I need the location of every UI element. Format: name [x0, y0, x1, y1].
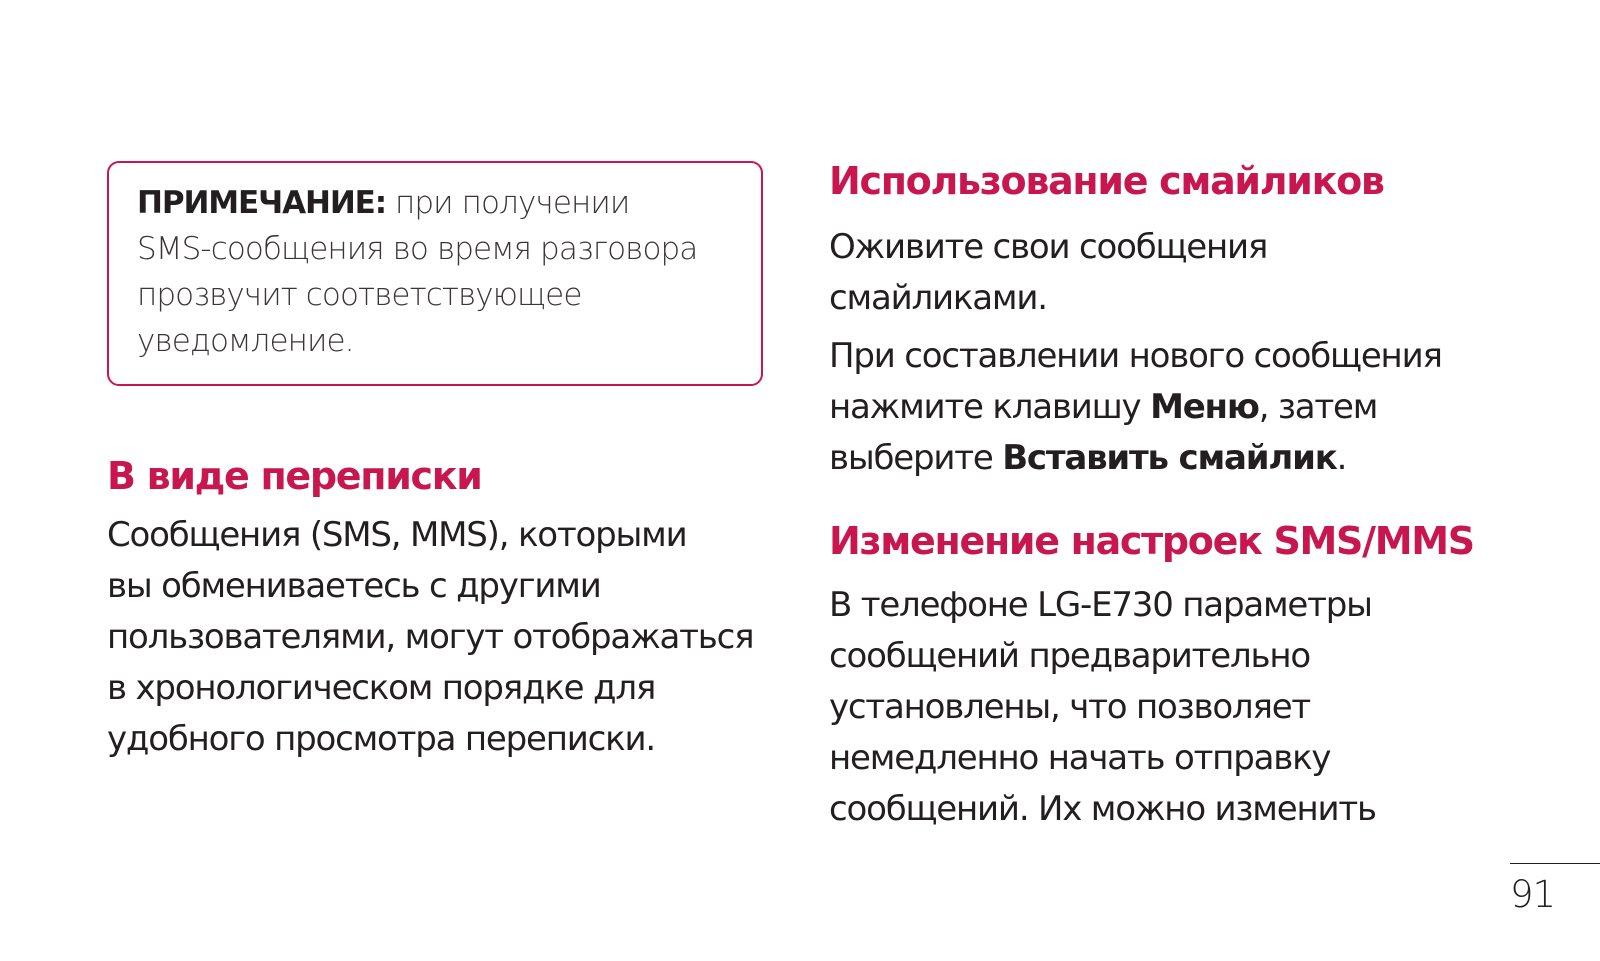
note-line-3: прозвучит соответствующее	[137, 277, 582, 313]
conversation-line-5: удобного просмотра переписки.	[107, 719, 655, 759]
smileys-intro-paragraph	[829, 222, 1469, 324]
smileys-heading: Использование смайликов	[829, 159, 1384, 203]
settings-line-4: немедленно начать отправку	[829, 738, 1331, 778]
insert-smiley-label: Вставить смайлик	[1002, 438, 1337, 478]
conversation-view-heading: В виде переписки	[107, 454, 482, 498]
note-line-2: SMS-сообщения во время разговора	[137, 231, 698, 267]
smileys-intro-line-1: Оживите свои сообщения	[829, 227, 1268, 267]
sms-mms-settings-paragraph	[829, 580, 1469, 835]
settings-line-2: сообщений предварительно	[829, 636, 1310, 676]
note-line-1: при получении	[386, 185, 630, 221]
smileys-step-line-1: При составлении нового сообщения	[829, 336, 1442, 376]
conversation-line-4: в хронологическом порядке для	[107, 668, 656, 708]
smileys-step-text-c: выберите	[829, 438, 1003, 478]
settings-line-5: сообщений. Их можно изменить	[829, 789, 1376, 829]
footer-divider	[1510, 863, 1600, 864]
conversation-line-3: пользователями, могут отображаться	[107, 617, 754, 657]
note-text	[137, 180, 741, 364]
smileys-instructions-paragraph	[829, 331, 1529, 484]
conversation-view-paragraph	[107, 510, 787, 765]
sms-mms-settings-heading: Изменение настроек SMS/MMS	[829, 519, 1474, 563]
settings-line-1: В телефоне LG-E730 параметры	[829, 585, 1372, 625]
smileys-intro-line-2: смайликами.	[829, 278, 1047, 318]
menu-key-label: Меню	[1150, 387, 1259, 427]
note-box	[107, 161, 763, 386]
smileys-step-text-b: , затем	[1258, 387, 1378, 427]
smileys-step-text-d: .	[1336, 438, 1347, 478]
settings-line-3: установлены, что позволяет	[829, 687, 1311, 727]
conversation-line-1: Сообщения (SMS, MMS), которыми	[107, 515, 687, 555]
smileys-step-text-a: нажмите клавишу	[829, 387, 1151, 427]
note-label: ПРИМЕЧАНИЕ:	[137, 185, 387, 221]
page-number: 91	[1510, 873, 1556, 916]
conversation-line-2: вы обмениваетесь с другими	[107, 566, 601, 606]
note-line-4: уведомление.	[137, 323, 354, 359]
